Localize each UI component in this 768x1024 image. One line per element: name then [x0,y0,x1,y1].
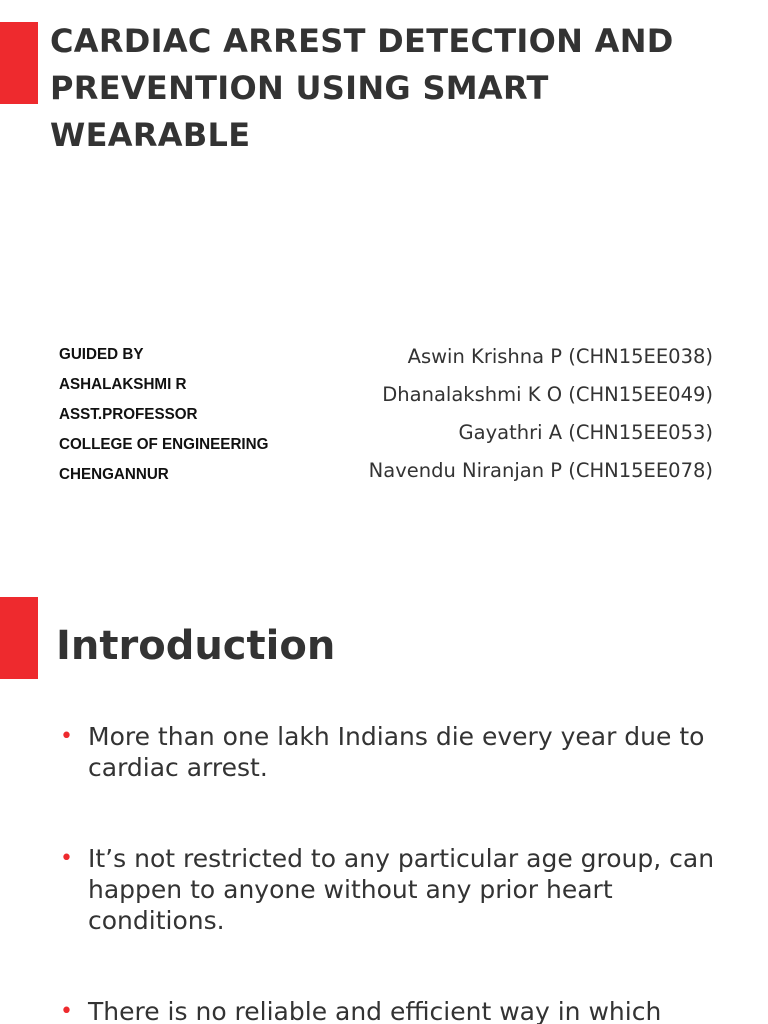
team-member: Gayathri A (CHN15EE053) [458,421,713,444]
title-accent-bar [0,22,38,104]
bullet-item [60,843,720,936]
slide-title: Introduction [56,623,336,669]
bullet-text: It’s not restricted to any particular age group, can happen to anyone without any prior heart conditions. [88,844,715,935]
guide-college: COLLEGE OF ENGINEERING [59,436,269,453]
bullet-dot-icon: • [60,724,73,749]
bullet-list [60,721,720,1024]
guide-location: CHENGANNUR [59,466,169,483]
bullet-dot-icon: • [60,846,73,871]
guide-details [59,340,268,490]
bullet-dot-icon: • [60,999,73,1024]
bullet-text: More than one lakh Indians die every year due to cardiac arrest. [88,722,705,782]
presentation-title: CARDIAC ARREST DETECTION AND PREVENTION USING SMART WEARABLE [50,22,674,154]
intro-accent-bar [0,597,38,679]
introduction-slide [0,575,768,1024]
guide-name: ASHALAKSHMI R [59,376,187,393]
bullet-item [60,721,720,783]
team-member: Navendu Niranjan P (CHN15EE078) [368,459,713,482]
team-member: Aswin Krishna P (CHN15EE038) [407,345,713,368]
bullet-item [60,996,720,1024]
guide-heading: GUIDED BY [59,346,144,363]
guide-designation: ASST.PROFESSOR [59,406,198,423]
bullet-text: There is no reliable and efficient way in which [88,997,662,1024]
team-member: Dhanalakshmi K O (CHN15EE049) [382,383,713,406]
team-members [369,338,713,490]
